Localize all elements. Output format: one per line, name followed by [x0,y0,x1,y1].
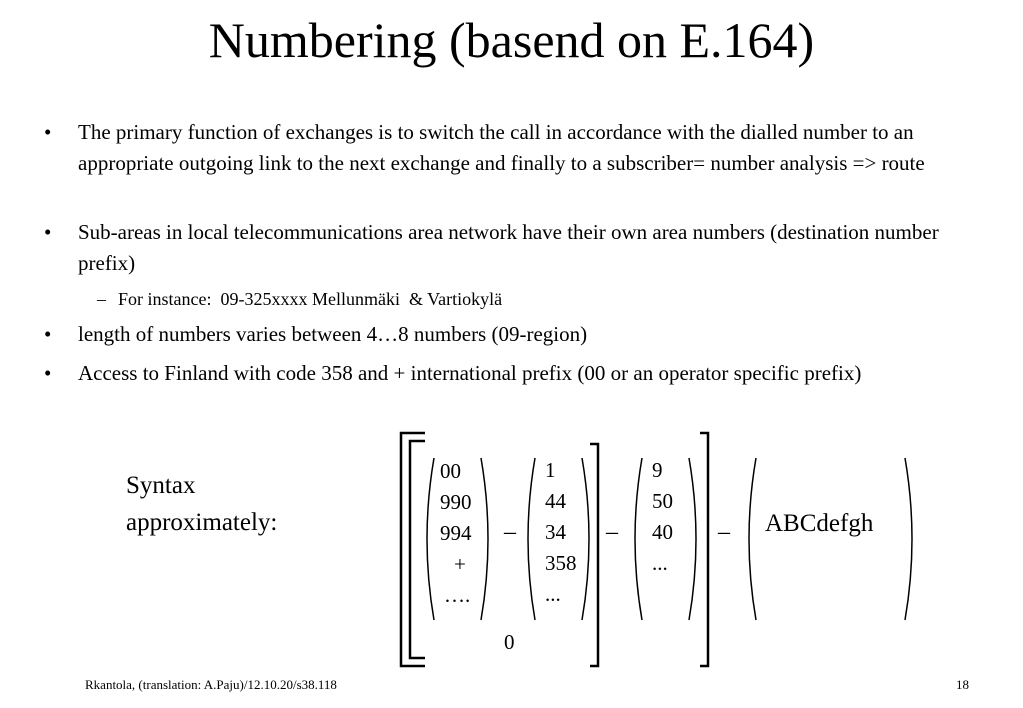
footer-credit: Rkantola, (translation: A.Paju)/12.10.20/s38.118 [85,677,337,692]
sub-bullet-marker: – [97,289,106,309]
outer-bracket-left [401,433,425,666]
syntax-label-line1: Syntax [126,472,196,499]
col2-item: 44 [545,489,566,513]
paren-col1-left [427,458,434,620]
paren-col2-right [582,458,589,620]
bullet-marker: • [44,220,52,244]
inner-bracket-right [590,444,598,666]
bullet-marker: • [44,322,52,346]
col1-item: 994 [440,521,472,545]
paren-col1-right [481,458,488,620]
col1-item: 990 [440,490,472,514]
col2-item: 358 [545,551,577,575]
col1-item: + [454,552,466,576]
outer-bracket-left-inner [410,441,425,658]
col2-item: 34 [545,520,566,544]
syntax-col4: ABCdefgh [765,510,874,537]
col3-item: 40 [652,520,673,544]
bullet-text: length of numbers varies between 4…8 numbers (09-region) [78,322,588,346]
paren-col3-right [689,458,696,620]
col3-item: 9 [652,458,663,482]
bullet-marker: • [44,120,52,144]
col3-item: ... [652,551,668,575]
slide-title: Numbering (basend on E.164) [208,12,815,68]
bullet-marker: • [44,361,52,385]
paren-col3-left [635,458,642,620]
page-number: 18 [956,677,969,692]
bullet-text: Access to Finland with code 358 and + international prefix (00 or an operator specific prefix) [78,361,862,385]
bullet-text: The primary function of exchanges is to switch the call in accordance with the dialled number to an appropriate outgoing link to the next exchange and finally to a subscriber= number analysis => route [78,120,925,175]
syntax-zero: 0 [504,630,515,654]
separator-dash: – [718,519,730,545]
paren-col4-left [749,458,756,620]
separator-dash: – [606,519,618,545]
paren-col4-right [905,458,912,620]
syntax-col1 [440,456,472,611]
syntax-col3 [652,455,673,579]
separator-dash: – [504,519,516,545]
bullet-text: Sub-areas in local telecommunications area network have their own area numbers (destination number prefix) [78,220,939,275]
paren-col2-left [528,458,535,620]
col2-item: ... [545,582,561,606]
col3-item: 50 [652,489,673,513]
syntax-label-line2: approximately: [126,509,278,536]
col1-item: …. [444,583,471,607]
syntax-col2 [545,455,577,610]
col2-item: 1 [545,458,556,482]
sub-bullet-text: For instance: 09-325xxxx Mellunmäki & Vartiokylä [118,289,503,309]
col1-item: 00 [440,459,461,483]
outer-bracket-right [700,433,708,666]
